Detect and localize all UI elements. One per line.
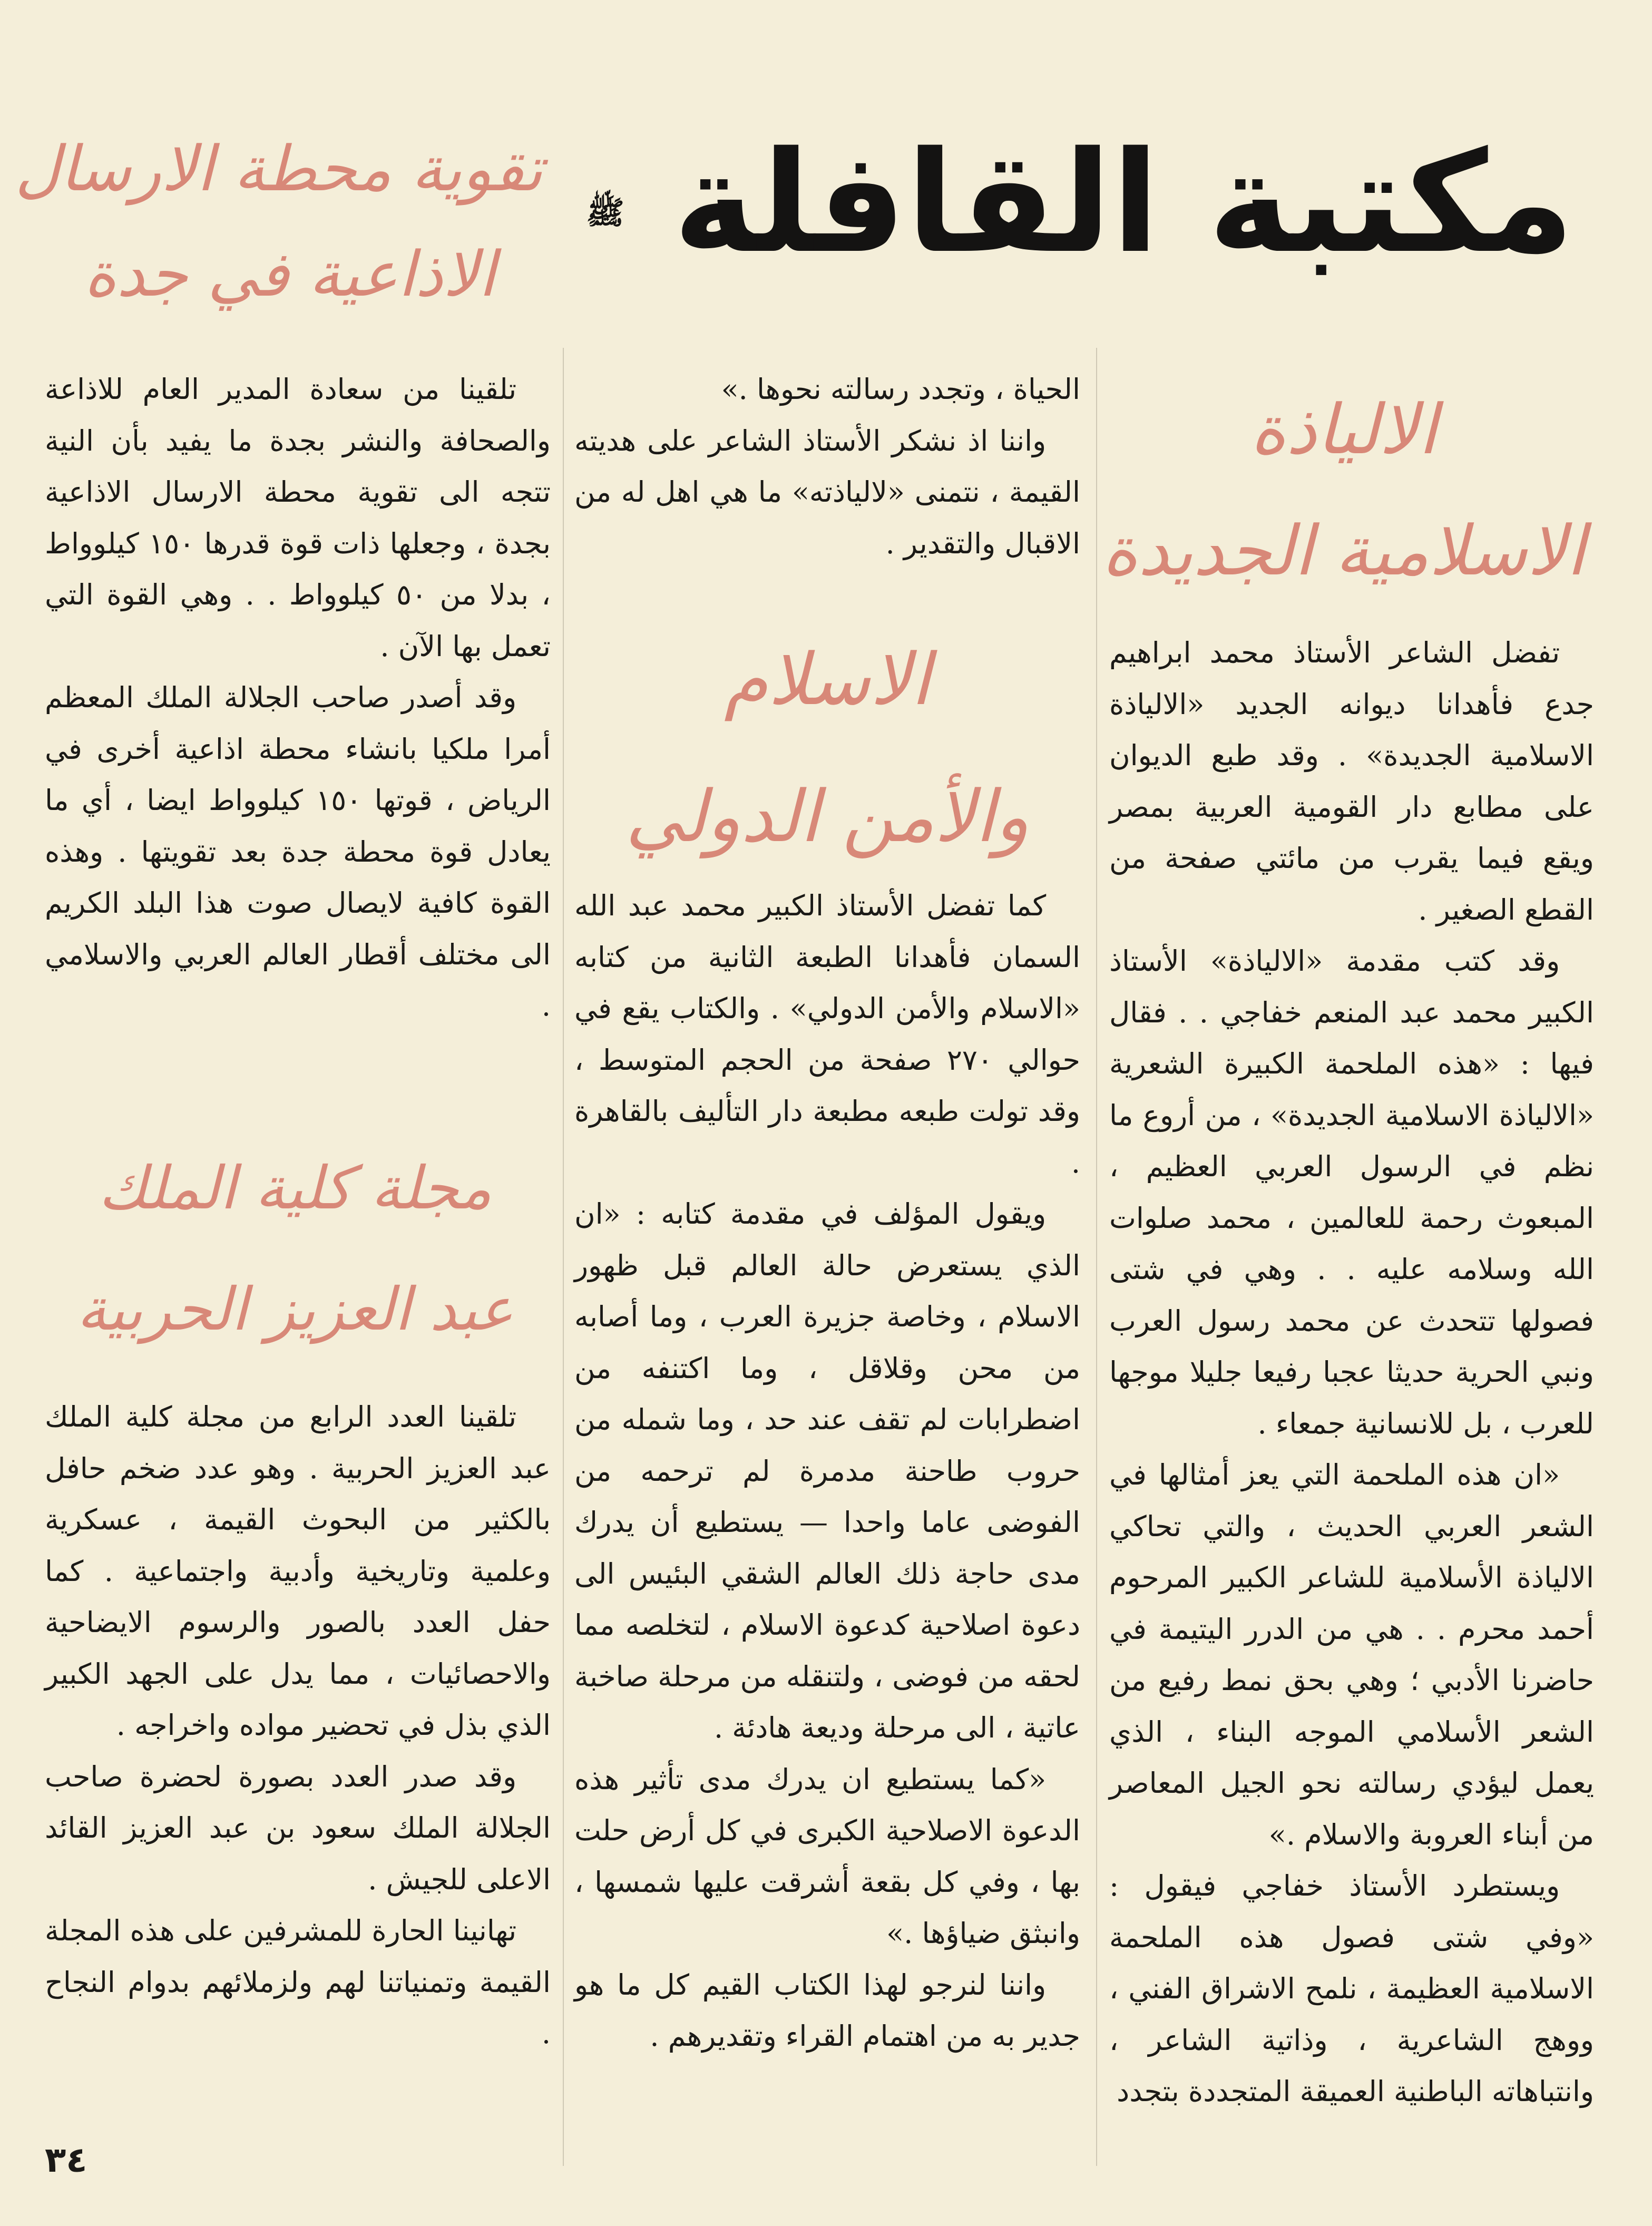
column-divider: [1096, 348, 1097, 2166]
column-left-magazine: [45, 1391, 551, 2059]
left-magazine-paragraph: وقد صدر العدد بصورة لحضرة صاحب الجلالة الملك سعود بن عبد العزيز القائد الاعلى للجيش .: [45, 1760, 551, 1896]
column-right: [1109, 627, 1594, 2117]
heading-islamic-iliad-line1: الالياذة: [1250, 389, 1438, 470]
right-paragraph: «ان هذه الملحمة التي يعز أمثالها في الشعر العربي الحديث ، والتي تحاكي الالياذة الأسلامية للشاعر الكبير المرحوم أحمد محرم . . هي من الدرر اليتيمة في حاضرنا الأدبي ؛ وهي بحق نمط رفيع من الشعر الأسلامي الموجه البناء ، الذي يعمل ليؤدي رسالته نحو الجيل المعاصر من أبناء العروبة والاسلام .»: [1109, 1458, 1594, 1851]
masthead-title: [582, 113, 1594, 308]
right-paragraph: وقد كتب مقدمة «الالياذة» الأستاذ الكبير محمد عبد المنعم خفاجي . . فقال فيها : «هذه الملحمة الكبيرة الشعرية «الالياذة الاسلامية الجديدة» ، من أروع ما نظم في الرسول العربي العظيم ، المبعوث رحمة للعالمين ، محمد صلوات الله وسلامه عليه . . وهي في شتى فصولها تتحدث عن محمد رسول العرب ونبي الحرية حديثا عجبا رفيعا جليلا موجها للعرب ، بل للانسانية جمعاء .: [1109, 944, 1594, 1440]
left-magazine-paragraph: تلقينا العدد الرابع من مجلة كلية الملك عبد العزيز الحربية . وهو عدد ضخم حافل بالكثير من البحوث القيمة ، عسكرية وعلمية وتاريخية وأدبية واجتماعية . كما حفل العدد بالصور والرسوم الايضاحية والاحصائيات ، مما يدل على الجهد الكبير الذي بذل في تحضير مواده واخراجه .: [45, 1400, 551, 1742]
heading-magazine-line1: مجلة كلية الملك: [98, 1154, 492, 1223]
heading-islam-line2: والأمن الدولي: [625, 775, 1030, 858]
masthead-ornament: ﷺ: [586, 194, 624, 231]
left-magazine-paragraph: تهانينا الحارة للمشرفين على هذه المجلة القيمة وتمنياتنا لهم ولزملائهم بدوام النجاح .: [45, 1914, 551, 2050]
right-paragraph: تفضل الشاعر الأستاذ محمد ابراهيم جدع فأهدانا ديوانه الجديد «الالياذة الاسلامية الجديدة» . وقد طبع الديوان على مطابع دار القومية العربية بمصر ويقع فيما يقرب من مائتي صفحة من القطع الصغير .: [1109, 636, 1594, 926]
heading-radio-station: [15, 116, 543, 327]
heading-islam-line1: الاسلام: [724, 638, 931, 721]
heading-magazine-line2: عبد العزيز الحربية: [76, 1275, 514, 1344]
column-middle-continuation: [574, 364, 1080, 569]
column-divider: [563, 348, 564, 2166]
right-paragraph: ويستطرد الأستاذ خفاجي فيقول : «وفي شتى فصول هذه الملحمة الاسلامية العظيمة ، نلمح الاشراق الفني ، ووهج الشاعرية ، وذاتية الشاعر ، وانتباهاته الباطنية العميقة المتجددة بتجدد: [1109, 1869, 1594, 2108]
masthead-title-text: مكتبة القافلة: [673, 122, 1575, 284]
middle-paragraph: «كما يستطيع ان يدرك مدى تأثير هذه الدعوة الاصلاحية الكبرى في كل أرض حلت بها ، وفي كل بقعة أشرقت عليها شمسها ، وانبثق ضياؤها .»: [574, 1762, 1080, 1950]
page-number: ٣٤: [45, 2140, 87, 2180]
column-left-radio: [45, 364, 551, 1032]
middle-paragraph: كما تفضل الأستاذ الكبير محمد عبد الله السمان فأهدانا الطبعة الثانية من كتابه «الاسلام والأمن الدولي» . والكتاب يقع في حوالي ٢٧٠ صفحة من الحجم المتوسط ، وقد تولت طبعه مطبعة دار التأليف بالقاهرة .: [574, 889, 1080, 1179]
heading-radio-station-line1: تقوية محطة الارسال: [15, 132, 543, 205]
heading-military-college-magazine: [37, 1128, 553, 1370]
heading-islam-international-security: [574, 611, 1080, 885]
middle-continuation-line: الحياة ، وتجدد رسالته نحوها .»: [721, 373, 1080, 406]
middle-paragraph: ويقول المؤلف في مقدمة كتابه : «ان الذي يستعرض حالة العالم قبل ظهور الاسلام ، وخاصة جزيرة العرب ، وما أصابه من محن وقلاقل ، وما اكتنفه من اضطرابات لم تقف عند حد ، وما شمله من حروب طاحنة مدمرة لم ترحمه من الفوضى عاما واحدا — يستطيع أن يدرك مدى حاجة ذلك العالم الشقي البئيس الى دعوة اصلاحية كدعوة الاسلام ، لتخلصه مما لحقه من فوضى ، ولتنقله من مرحلة صاخبة عاتية ، الى مرحلة وديعة هادئة .: [574, 1197, 1080, 1744]
heading-islamic-iliad: [1093, 369, 1594, 611]
heading-radio-station-line2: الاذاعية في جدة: [84, 238, 496, 310]
middle-continuation-paragraph: واننا اذ نشكر الأستاذ الشاعر على هديته القيمة ، نتمنى «لالياذته» ما هي اهل له من الاقبال والتقدير .: [574, 424, 1080, 560]
left-radio-paragraph: وقد أصدر صاحب الجلالة الملك المعظم أمرا ملكيا بانشاء محطة اذاعية أخرى في الرياض ، قوتها ١٥٠ كيلوواط ايضا ، أي ما يعادل قوة محطة جدة بعد تقويتها . وهذه القوة كافية لايصال صوت هذا البلد الكريم الى مختلف أقطار العالم العربي والاسلامي .: [45, 681, 551, 1022]
column-middle: [574, 880, 1080, 2062]
heading-islamic-iliad-line2: الاسلامية الجديدة: [1102, 511, 1586, 591]
left-radio-paragraph: تلقينا من سعادة المدير العام للاذاعة والصحافة والنشر بجدة ما يفيد بأن النية تتجه الى تقوية محطة الارسال الاذاعية بجدة ، وجعلها ذات قوة قدرها ١٥٠ كيلوواط ، بدلا من ٥٠ كيلوواط . . وهي القوة التي تعمل بها الآن .: [45, 373, 551, 663]
middle-paragraph: واننا لنرجو لهذا الكتاب القيم كل ما هو جدير به من اهتمام القراء وتقديرهم .: [574, 1968, 1080, 2053]
